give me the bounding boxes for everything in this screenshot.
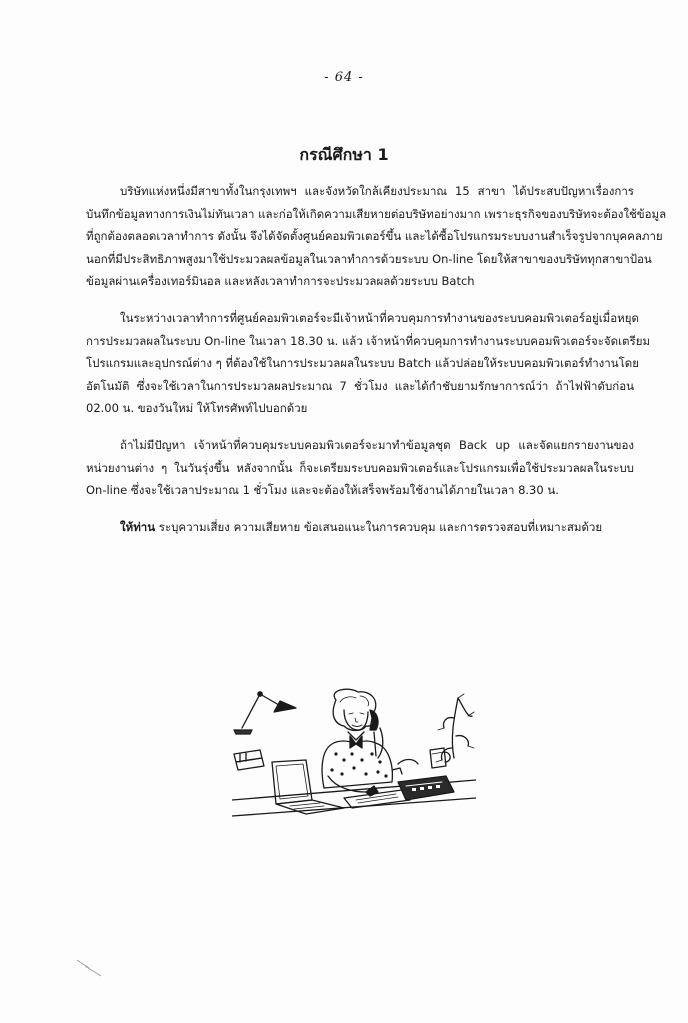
case-study-title: กรณีศึกษา 1 bbox=[299, 145, 389, 164]
paragraph-line: หน่วยงานต่าง ๆ ในวันรุ่งขึ้น หลังจากนั้น ก็จะเตรียมระบบคอมพิวเตอร์และโปรแกรมเพื่อใช้ประมวลผลในระบบ bbox=[86, 460, 634, 475]
paragraph-line: 02.00 น. ของวันใหม่ ให้โทรศัพท์ไปบอกด้วย bbox=[86, 401, 308, 416]
paragraph-line: นอกที่มีประสิทธิภาพสูงมาใช้ประมวลผลข้อมูลในเวลาทำการด้วยระบบ On-line โดยให้สาขาของบริษัททุกสาขาป้อน bbox=[86, 251, 652, 266]
paragraph-line: ในระหว่างเวลาทำการที่ศูนย์คอมพิวเตอร์จะมีเจ้าหน้าที่ควบคุมการทำงานของระบบคอมพิวเตอร์อยู่เมื่อหยุด bbox=[120, 310, 639, 325]
paragraph-3 bbox=[86, 434, 634, 502]
paragraph-line: โปรแกรมและอุปกรณ์ต่าง ๆ ที่ต้องใช้ในการประมวลผลในระบบ Batch แล้วปล่อยให้ระบบคอมพิวเตอร์ทำงานโดย bbox=[86, 356, 639, 371]
paragraph-line: On-line ซึ่งจะใช้เวลาประมาณ 1 ชั่วโมง และจะต้องให้เสร็จพร้อมใช้งานได้ภายในเวลา 8.30 น. bbox=[86, 483, 559, 498]
paragraph-line: ข้อมูลผ่านเครื่องเทอร์มินอล และหลังเวลาทำการจะประมวลผลด้วยระบบ Batch bbox=[86, 274, 475, 289]
office-worker-on-phone-illustration bbox=[232, 688, 476, 830]
paragraph-line: การประมวลผลในระบบ On-line ในเวลา 18.30 น. แล้ว เจ้าหน้าที่ควบคุมการทำงานระบบคอมพิวเตอร์จะจัดเตรียม bbox=[86, 333, 651, 348]
paragraph-line: ที่ถูกต้องตลอดเวลาทำการ ดังนั้น จึงได้จัดตั้งศูนย์คอมพิวเตอร์ขึ้น และได้ซื้อโปรแกรมระบบงานสำเร็จรูปจากบุคคลภาย bbox=[86, 229, 663, 244]
instruction-paragraph bbox=[86, 516, 634, 539]
paragraph-line: ถ้าไม่มีปัญหา เจ้าหน้าที่ควบคุมระบบคอมพิวเตอร์จะมาทำข้อมูลชุด Back up และจัดแยกรายงานของ bbox=[120, 437, 634, 452]
instruction-line bbox=[86, 516, 634, 539]
page-number: - 64 - bbox=[324, 70, 364, 85]
paragraph-line: บันทึกข้อมูลทางการเงินไม่ทันเวลา และก่อให้เกิดความเสียหายต่อบริษัทอย่างมาก เพราะธุรกิจของบริษัทจะต้องใช้ข้อมูล bbox=[86, 206, 667, 221]
paragraph-1 bbox=[86, 180, 667, 293]
instruction-text: ระบุความเสี่ยง ความเสียหาย ข้อเสนอแนะในการควบคุม และการตรวจสอบที่เหมาะสมด้วย bbox=[155, 519, 603, 534]
case-study-body bbox=[86, 180, 667, 552]
paragraph-line: บริษัทแห่งหนึ่งมีสาขาทั้งในกรุงเทพฯ และจังหวัดใกล้เคียงประมาณ 15 สาขา ได้ประสบปัญหาเรื่องการ bbox=[120, 184, 634, 198]
paragraph-line: อัตโนมัติ ซึ่งจะใช้เวลาในการประมวลผลประมาณ 7 ชั่วโมง และได้กำชับยามรักษาการณ์ว่า ถ้าไฟฟ้าดับก่อน bbox=[86, 378, 634, 393]
paragraph-2 bbox=[86, 307, 651, 420]
instruction-lead: ให้ท่าน bbox=[120, 519, 156, 534]
scan-mark bbox=[75, 958, 105, 978]
